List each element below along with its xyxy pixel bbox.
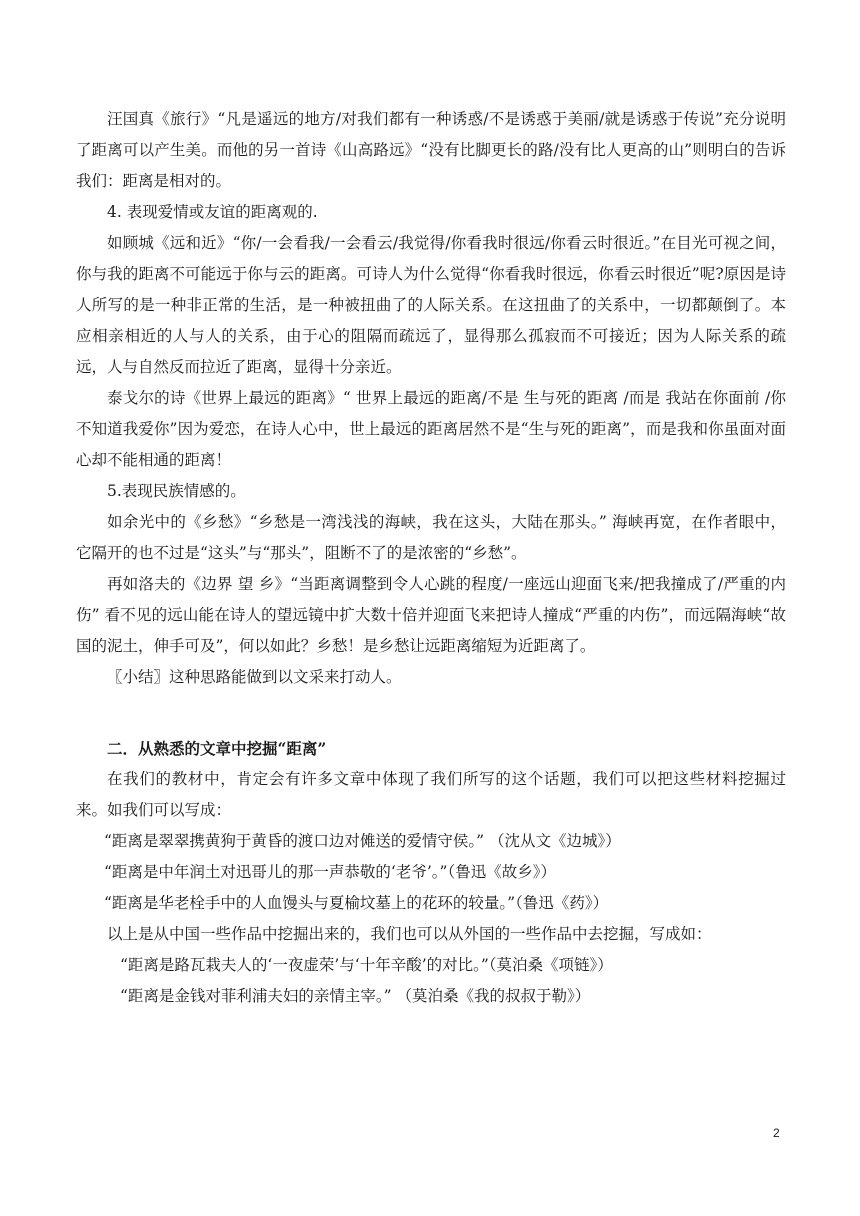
section-2-heading: 二．从熟悉的文章中挖掘“距离” (107, 739, 327, 758)
section-2-transition: 以上是从中国一些作品中挖掘出来的，我们也可以从外国的一些作品中去挖掘，写成如： (107, 925, 712, 943)
paragraph-wang-guozhen: 汪国真《旅行》“凡是遥远的地方/对我们都有一种诱惑/不是诱惑于美丽/就是诱惑于传说”充分说明了距离可以产生美。而他的另一首诗《山高路远》“没有比脚更长的路/没有比人更高的山”则明白的告诉我们：距离是相对的。 (76, 110, 786, 190)
item-4-heading: 4. 表现爱情或友谊的距离观的. (107, 203, 318, 221)
page-number: 2 (773, 1126, 780, 1140)
paragraph-gu-cheng: 如顾城《远和近》“你/一会看我/一会看云/我觉得/你看我时很远/你看云时很近。”在目光可视之间，你与我的距离不可能远于你与云的距离。可诗人为什么觉得“你看我时很远，你看云时很近”呢?原因是诗人所写的是一种非正常的生活，是一种被扭曲了的人际关系。在这扭曲了的关系中，一切都颠倒了。本应相亲相近的人与人的关系，由于心的阻隔而疏远了，显得那么孤寂而不可接近；因为人际关系的疏远，人与自然反而拉近了距离，显得十分亲近。 (76, 234, 786, 376)
example-chinese-1: “距离是翠翠携黄狗于黄昏的渡口边对傩送的爱情守侯。” （沈从文《边城》） (104, 832, 621, 850)
paragraph-tagore: 泰戈尔的诗《世界上最远的距离》“ 世界上最远的距离/不是 生与死的距离 /而是 我站在你面前 /你不知道我爱你”因为爱恋，在诗人心中，世上最远的距离居然不是“生与死的距离”，而是我和你虽面对面心却不能相通的距离！ (76, 389, 786, 469)
example-chinese-3: “距离是华老栓手中的人血馒头与夏榆坟墓上的花环的较量。”（鲁迅《药》） (104, 894, 609, 912)
summary-paragraph: 〖小结〗这种思路能做到以文采来打动人。 (107, 668, 402, 686)
example-foreign-1: “距离是路瓦栽夫人的‘一夜虚荣’与‘十年辛酸’的对比。”（莫泊桑《项链》） (120, 956, 613, 974)
paragraph-luo-fu: 再如洛夫的《边界 望 乡》“当距离调整到令人心跳的程度/一座远山迎面飞来/把我撞成了/严重的内伤” 看不见的远山能在诗人的望远镜中扩大数十倍并迎面飞来把诗人撞成“严重的内伤”，而远隔海峡“故国的泥土，伸手可及”，何以如此？乡愁！是乡愁让远距离缩短为近距离了。 (76, 575, 786, 655)
item-5-heading: 5.表现民族情感的。 (107, 482, 246, 500)
example-foreign-2: “距离是金钱对菲利浦夫妇的亲情主宰。” （莫泊桑《我的叔叔于勒》） (120, 987, 591, 1005)
document-body (76, 104, 786, 1012)
section-2-intro: 在我们的教材中，肯定会有许多文章中体现了我们所写的这个话题，我们可以把这些材料挖掘过来。如我们可以写成： (76, 770, 786, 819)
paragraph-yu-guangzhong: 如余光中的《乡愁》“乡愁是一湾浅浅的海峡，我在这头，大陆在那头。” 海峡再宽，在作者眼中，它隔开的也不过是“这头”与“那头”，阻断不了的是浓密的“乡愁”。 (76, 513, 786, 562)
example-chinese-2: “距离是中年润土对迅哥儿的那一声恭敬的‘老爷’。”（鲁迅《故乡》） (104, 863, 556, 881)
